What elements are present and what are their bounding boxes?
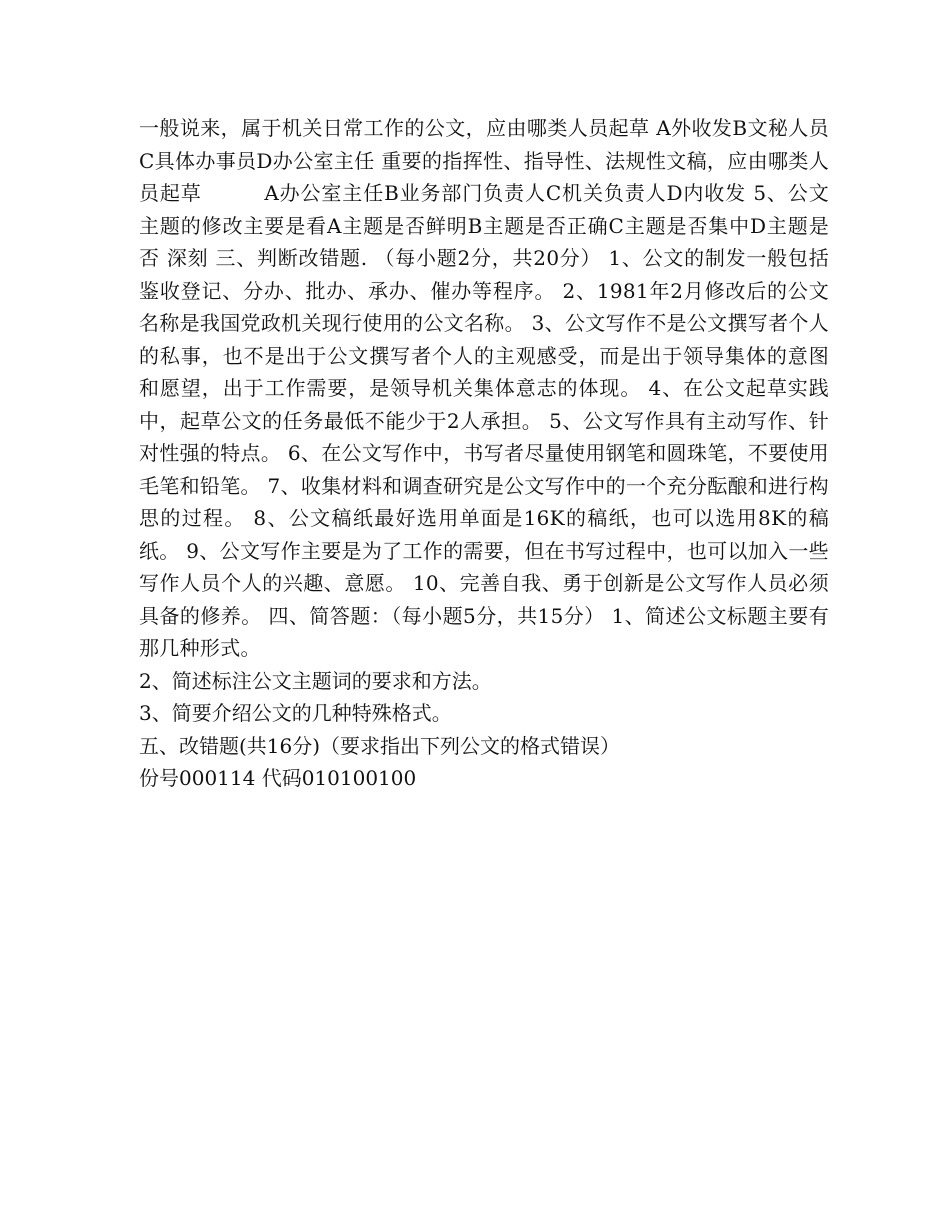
document-body (139, 112, 829, 795)
question-line-2: 2、简述标注公文主题词的要求和方法。 (139, 668, 492, 693)
section-five-heading: 五、改错题(共16分)（要求指出下列公文的格式错误） (139, 733, 621, 758)
main-paragraph: 一般说来，属于机关日常工作的公文，应由哪类人员起草 A外收发B文秘人员C具体办事员D办公室主任 重要的指挥性、指导性、法规性文稿，应由哪类人员起草 A办公室主任B业务部门负责人C机关负责人D内收发 5、公文主题的修改主要是看A主题是否鲜明B主题是否正确C主题是否集中D主题是否 深刻 三、判断改错题. （每小题2分，共20分） 1、公文的制发一般包括鉴收登记、分办、批办、承办、催办等程序。 2、1981年2月修改后的公文名称是我国党政机关现行使用的公文名称。 3、公文写作不是公文撰写者个人的私事，也不是出于公文撰写者个人的主观感受，而是出于领导集体的意图和愿望，出于工作需要，是领导机关集体意志的体现。 4、在公文起草实践中，起草公文的任务最低不能少于2人承担。 5、公文写作具有主动写作、针对性强的特点。 6、在公文写作中，书写者尽量使用钢笔和圆珠笔，不要使用毛笔和铅笔。 7、收集材料和调查研究是公文写作中的一个充分酝酿和进行构思的过程。 8、公文稿纸最好选用单面是16K的稿纸，也可以选用8K的稿纸。 9、公文写作主要是为了工作的需要，但在书写过程中，也可以加入一些写作人员个人的兴趣、意愿。 10、完善自我、勇于创新是公文写作人员必须具备的修养。 四、简答题：（每小题5分，共15分） 1、简述公文标题主要有那几种形式。 (139, 116, 829, 660)
question-line-3: 3、简要介绍公文的几种特殊格式。 (139, 701, 452, 725)
document-code-line: 份号000114 代码010100100 (139, 766, 417, 790)
